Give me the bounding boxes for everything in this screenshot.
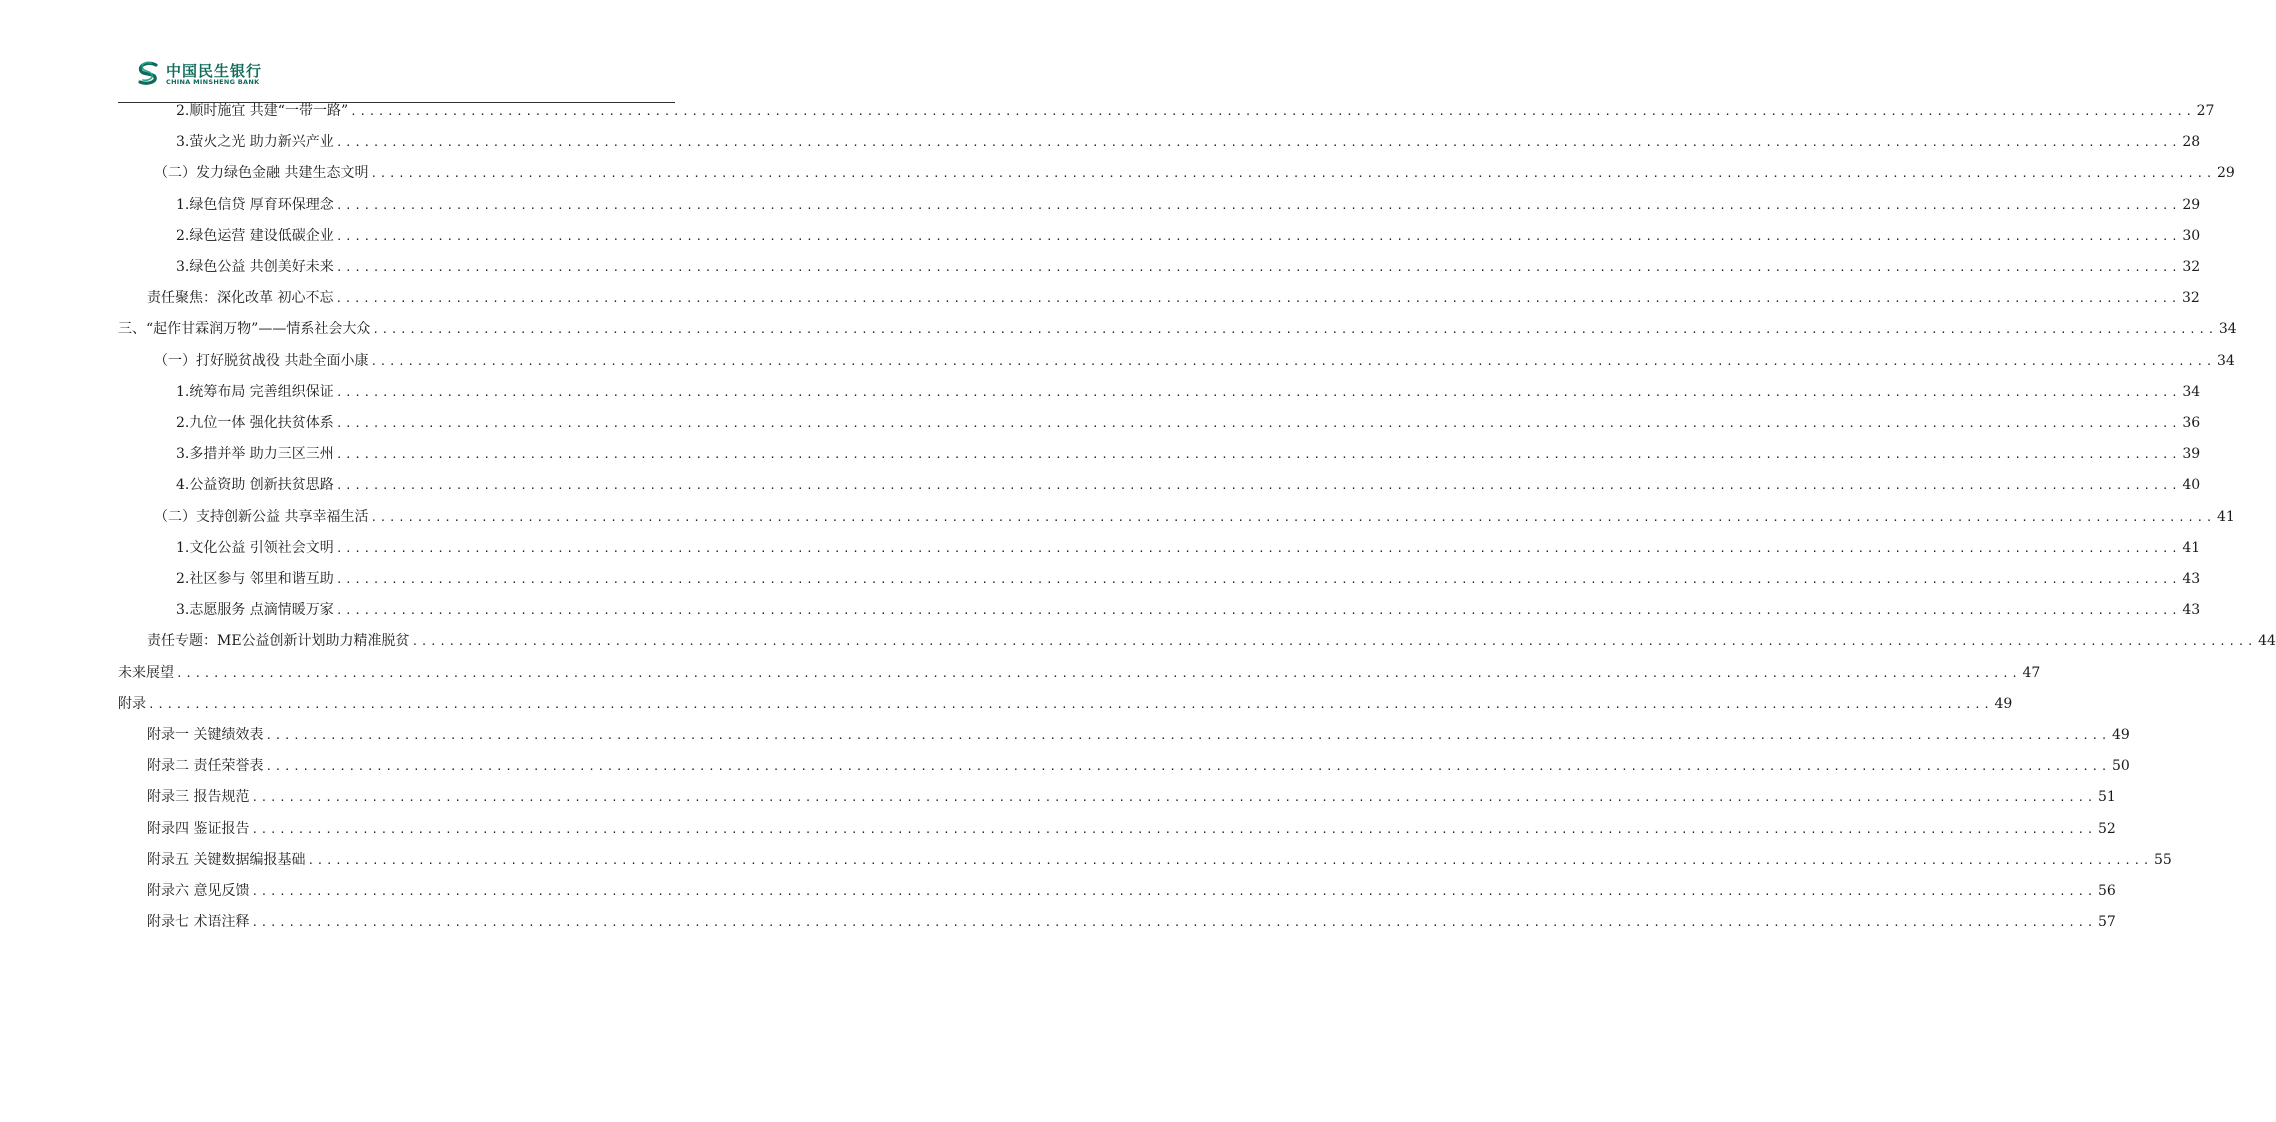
toc-entry-title: 3.志愿服务 点滴情暖万家 [176,602,334,619]
toc-entry-title: 1.统筹布局 完善组织保证 [176,383,334,400]
toc-entry-title: 附录四 鉴证报告 [147,820,250,837]
toc-entry[interactable] [176,600,2201,621]
toc-entry-title: 未来展望 [118,664,174,681]
toc-entry[interactable] [176,538,2201,559]
toc-entry-title: 3.多措并举 助力三区三州 [176,446,334,463]
toc-entry-page: 29 [2182,196,2201,213]
toc-leader-dots: ........................................................................................................................................................................................................ [372,323,2217,337]
toc-entry[interactable] [147,787,2116,808]
toc-entry-page: 43 [2182,602,2201,619]
toc-entry-title: 4.公益资助 创新扶贫思路 [176,477,334,494]
toc-entry-page: 51 [2097,789,2116,806]
toc-entry-page: 47 [2022,664,2041,681]
toc-entry-title: 责任聚焦：深化改革 初心不忘 [147,290,334,307]
toc-leader-dots: ........................................................................................................................................................................................................ [335,385,2181,399]
toc-entry[interactable] [118,663,2041,684]
toc-entry-title: 责任专题：ME公益创新计划助力精准脱贫 [147,633,410,650]
toc-entry-page: 49 [1994,695,2013,712]
logo-chinese-text: 中国民生银行 [166,62,263,80]
toc-entry[interactable] [118,694,2013,715]
toc-entry-title: 三、“起作甘霖润万物”——情系社会大众 [118,321,371,338]
toc-entry-title: （二）支持创新公益 共享幸福生活 [154,508,369,525]
toc-entry-title: 附录二 责任荣誉表 [147,758,264,775]
toc-entry[interactable] [147,631,2276,652]
toc-leader-dots: ........................................................................................................................................................................................................ [335,261,2181,274]
toc-entry-title: 附录三 报告规范 [147,789,250,806]
toc-entry[interactable] [154,507,2235,528]
toc-entry-page: 29 [2216,165,2235,182]
minsheng-logo-icon [134,60,162,88]
toc-entry-page: 41 [2182,539,2201,556]
toc-leader-dots: ........................................................................................................................................................................................................ [411,635,2257,649]
toc-entry-title: 1.文化公益 引领社会文明 [176,539,334,556]
toc-entry-title: 2.绿色运营 建设低碳企业 [176,227,334,244]
toc-leader-dots: ........................................................................................................................................................................................................ [335,136,2181,150]
toc-entry-title: 附录七 术语注释 [147,914,250,931]
toc-entry-page: 27 [2196,103,2215,119]
toc-leader-dots: ........................................................................................................................................................................................................ [335,573,2181,586]
toc-entry-title: 1.绿色信贷 厚育环保理念 [176,196,334,213]
toc-entry[interactable] [154,351,2235,372]
toc-leader-dots: ........................................................................................................................................................................................................ [335,198,2181,212]
toc-entry[interactable] [176,413,2201,434]
toc-entry-title: 附录一 关键绩效表 [147,727,264,743]
toc-entry[interactable] [176,226,2201,247]
toc-entry-page: 40 [2182,477,2201,494]
toc-entry-page: 41 [2216,508,2235,525]
toc-entry-title: 附录五 关键数据编报基础 [147,851,306,868]
toc-leader-dots: ........................................................................................................................................................................................................ [335,417,2181,430]
toc-entry-page: 36 [2182,415,2201,431]
toc-entry-title: 3.绿色公益 共创美好未来 [176,259,334,275]
toc-entry[interactable] [176,257,2201,278]
toc-entry-page: 39 [2182,446,2201,463]
toc-entry[interactable] [147,850,2172,871]
toc-entry-page: 57 [2097,914,2116,931]
toc-entry[interactable] [176,444,2201,465]
toc-entry-title: 2.九位一体 强化扶贫体系 [176,415,334,431]
toc-leader-dots: ........................................................................................................................................................................................................ [148,697,1993,711]
toc-entry-page: 34 [2182,383,2201,400]
toc-entry[interactable] [176,475,2201,496]
toc-leader-dots: ........................................................................................................................................................................................................ [251,822,2096,836]
toc-leader-dots: ........................................................................................................................................................................................................ [251,885,2096,898]
toc-entry-page: 50 [2111,758,2130,775]
toc-entry[interactable] [176,382,2201,403]
toc-entry[interactable] [176,101,2215,122]
toc-entry-page: 43 [2182,571,2201,587]
logo-english-text: CHINA MINSHENG BANK [166,78,260,86]
toc-entry[interactable] [147,756,2130,777]
toc-leader-dots: ........................................................................................................................................................................................................ [370,510,2215,524]
toc-entry[interactable] [176,569,2201,590]
toc-leader-dots: ........................................................................................................................................................................................................ [335,229,2181,243]
toc-entry-page: 28 [2182,134,2201,151]
toc-entry-page: 34 [2218,321,2237,338]
toc-leader-dots: ........................................................................................................................................................................................................ [350,105,2195,118]
toc-entry-title: 附录六 意见反馈 [147,883,250,899]
toc-leader-dots: ........................................................................................................................................................................................................ [251,916,2096,930]
toc-entry-page: 34 [2216,352,2235,369]
toc-leader-dots: ........................................................................................................................................................................................................ [370,354,2215,368]
toc-entry-title: 2.顺时施宜 共建“一带一路” [176,103,349,119]
toc-entry-page: 30 [2182,227,2201,244]
toc-entry[interactable] [154,163,2235,184]
page-header [118,58,675,103]
toc-entry-page: 55 [2153,851,2172,868]
toc-entry-page: 32 [2182,259,2201,275]
toc-entry-page: 52 [2097,820,2116,837]
toc-leader-dots: ........................................................................................................................................................................................................ [251,791,2096,805]
toc-entry[interactable] [176,132,2201,153]
toc-entry-page: 49 [2111,727,2130,743]
toc-leader-dots: ........................................................................................................................................................................................................ [335,604,2181,618]
toc-entry[interactable] [147,881,2116,902]
toc-entry[interactable] [118,319,2237,340]
toc-leader-dots: ........................................................................................................................................................................................................ [335,292,2180,306]
toc-entry[interactable] [176,195,2201,216]
toc-entry-title: （二）发力绿色金融 共建生态文明 [154,165,369,182]
toc-entry[interactable] [147,912,2116,933]
toc-entry[interactable] [147,819,2116,840]
toc-entry-page: 44 [2258,633,2276,650]
toc-leader-dots: ........................................................................................................................................................................................................ [265,760,2110,774]
toc-leader-dots: ........................................................................................................................................................................................................ [370,167,2215,181]
toc-leader-dots: ........................................................................................................................................................................................................ [176,666,2021,680]
toc-entry-title: （一）打好脱贫战役 共赴全面小康 [154,352,369,369]
toc-entry[interactable] [147,725,2130,746]
toc-entry-title: 3.萤火之光 助力新兴产业 [176,134,334,151]
toc-leader-dots: ........................................................................................................................................................................................................ [307,853,2152,867]
toc-entry-title: 2.社区参与 邻里和谐互助 [176,571,334,587]
toc-leader-dots: ........................................................................................................................................................................................................ [265,729,2110,742]
toc-leader-dots: ........................................................................................................................................................................................................ [335,479,2181,493]
toc-entry-title: 附录 [118,695,146,712]
toc-entry-page: 56 [2097,883,2116,899]
toc-entry[interactable] [147,288,2200,309]
toc-leader-dots: ........................................................................................................................................................................................................ [335,541,2181,555]
toc-entry-page: 32 [2181,290,2200,307]
toc-leader-dots: ........................................................................................................................................................................................................ [335,448,2181,462]
